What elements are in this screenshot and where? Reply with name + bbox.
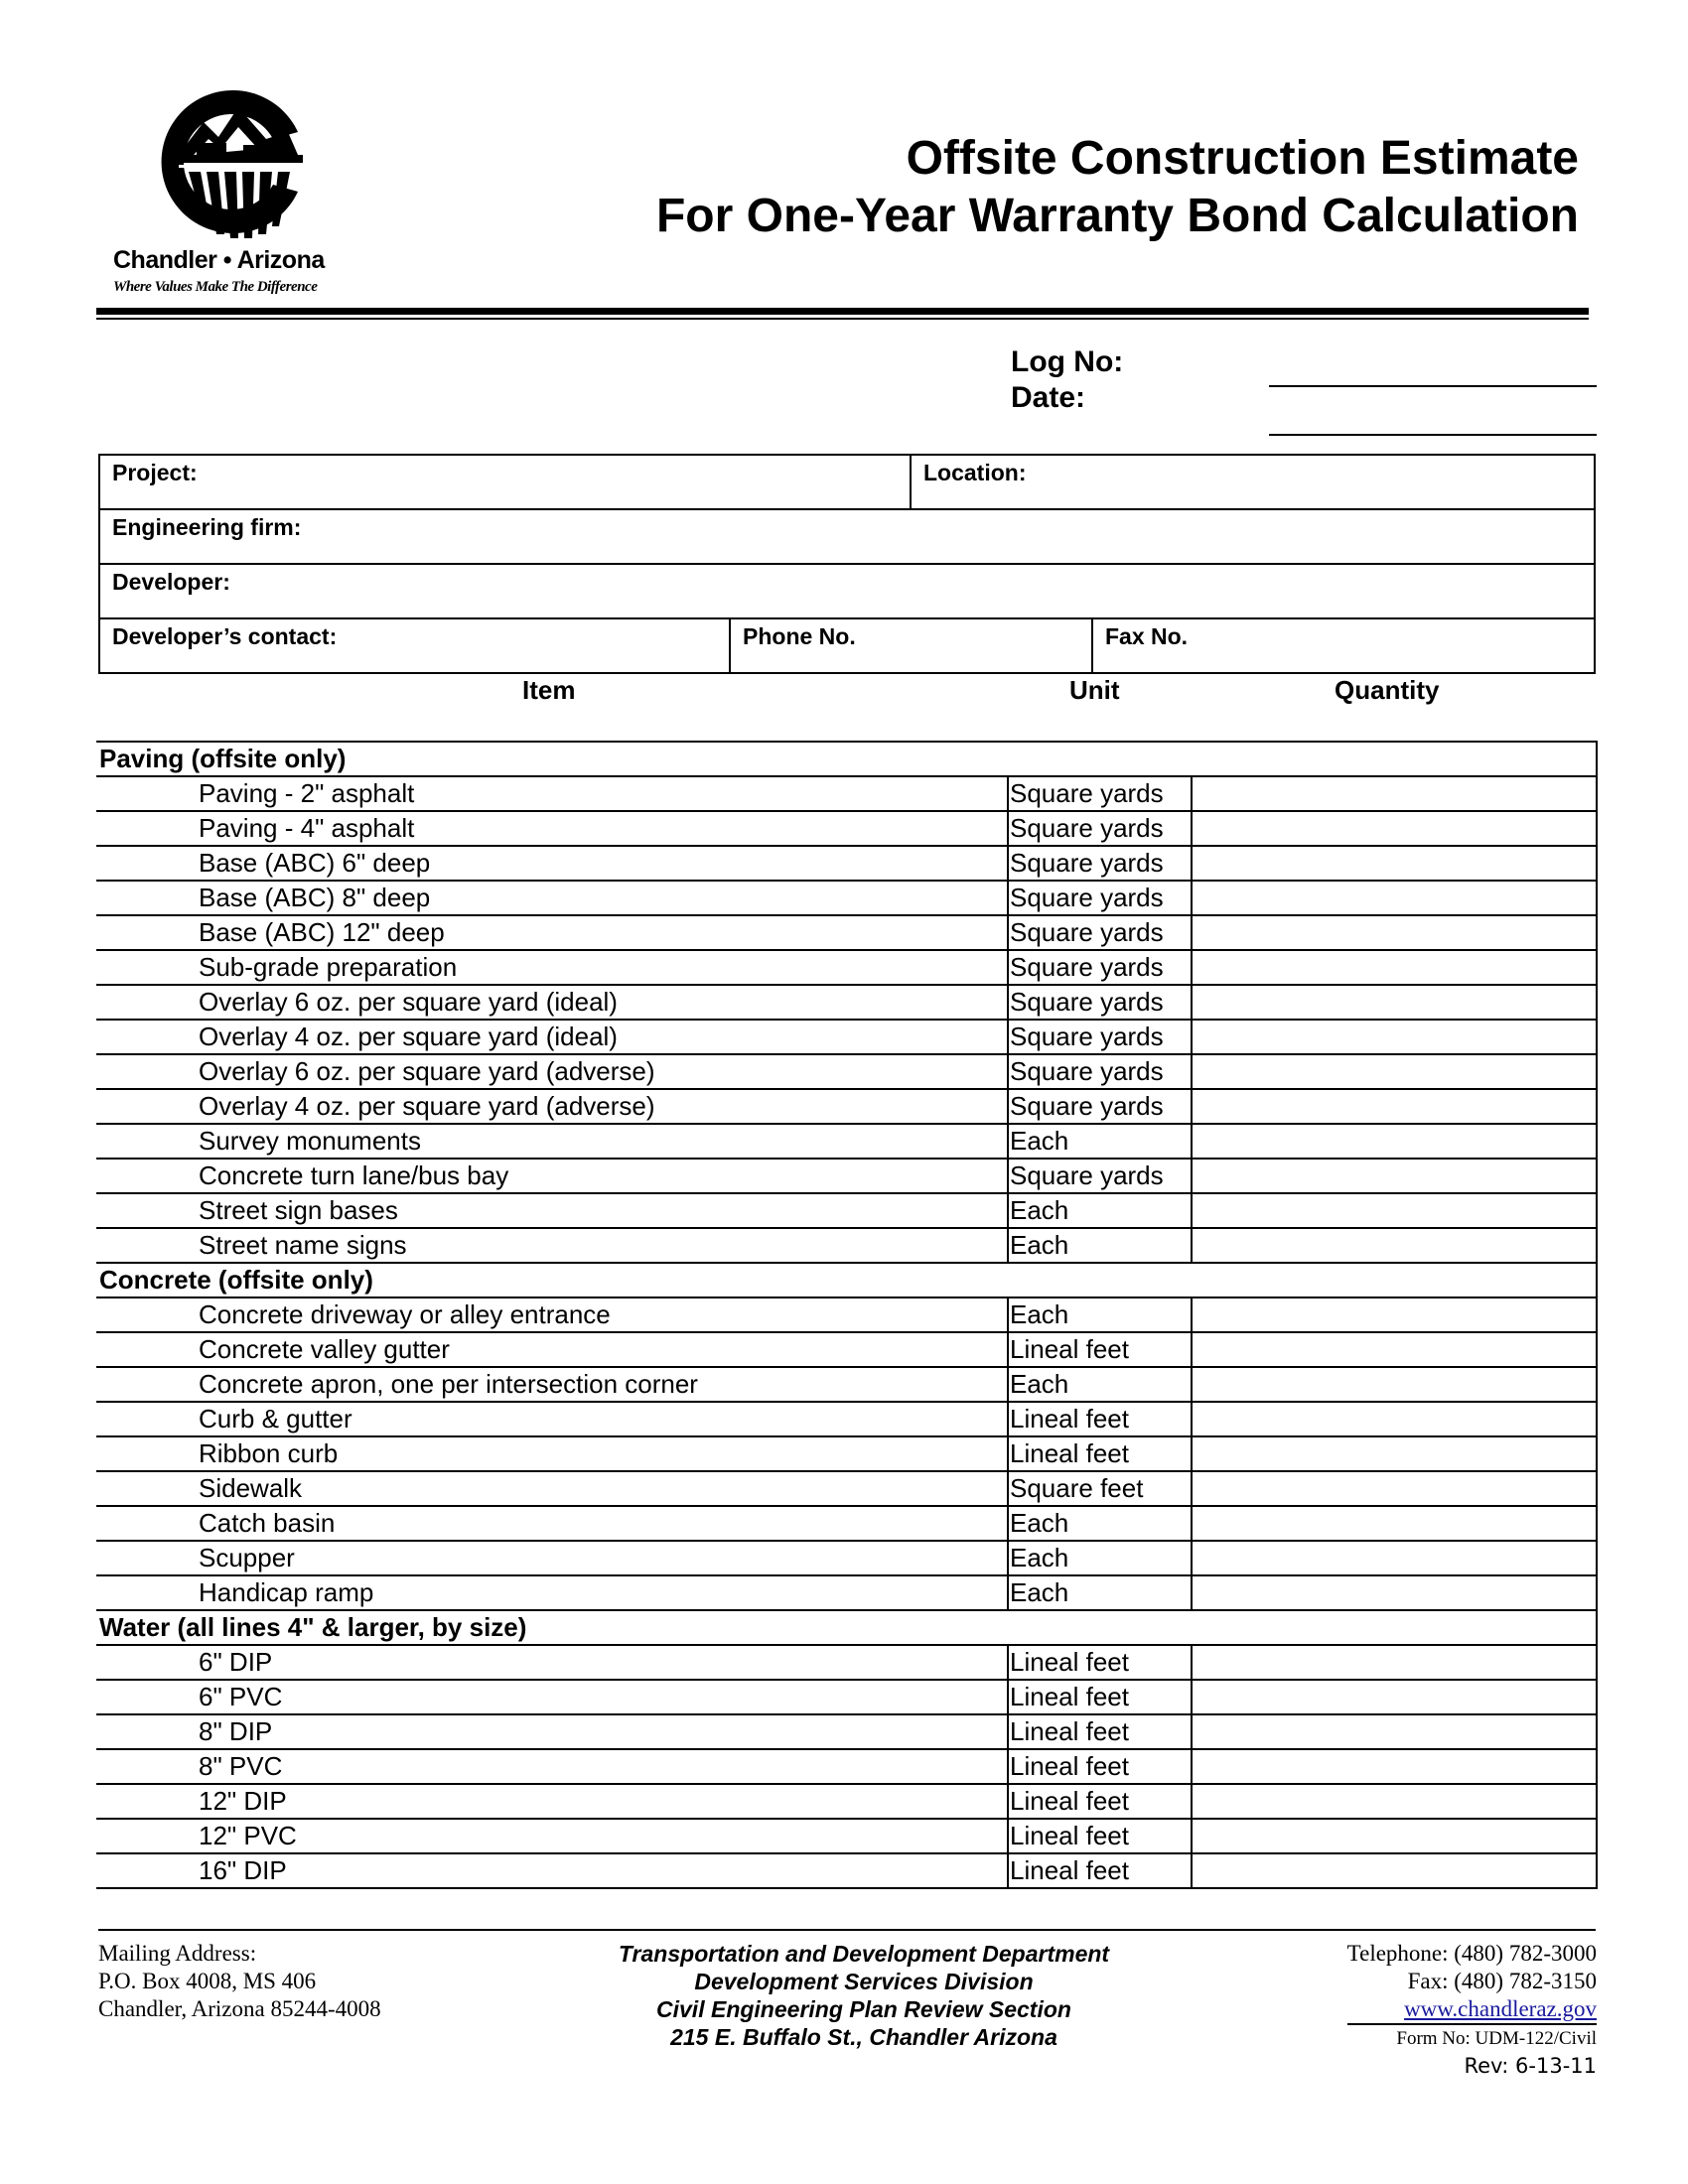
developers-contact-label: Developer’s contact: [112, 623, 338, 649]
section-header-row [96, 1610, 1597, 1645]
table-row [96, 985, 1597, 1020]
mailing-address-line: Chandler, Arizona 85244-4008 [98, 1996, 381, 2021]
fax: Fax: (480) 782-3150 [1407, 1969, 1597, 1993]
quantity-cell[interactable] [1192, 1853, 1597, 1888]
section-header-row [96, 742, 1597, 776]
table-row [96, 1193, 1597, 1228]
unit-cell: Square feet [1008, 1471, 1192, 1506]
section-title: Water (all lines 4" & larger, by size) [96, 1610, 1597, 1645]
item-cell: 12" PVC [96, 1819, 1008, 1853]
quantity-cell[interactable] [1192, 1749, 1597, 1784]
quantity-cell[interactable] [1192, 1124, 1597, 1159]
item-cell: Survey monuments [96, 1124, 1008, 1159]
table-row [96, 1853, 1597, 1888]
quantity-cell[interactable] [1192, 1819, 1597, 1853]
quantity-cell[interactable] [1192, 1436, 1597, 1471]
table-row [96, 1645, 1597, 1680]
info-row-project [100, 456, 1594, 510]
table-row [96, 1714, 1597, 1749]
quantity-cell[interactable] [1192, 846, 1597, 881]
chandler-emblem-icon [149, 77, 318, 246]
unit-cell: Lineal feet [1008, 1749, 1192, 1784]
table-row [96, 1819, 1597, 1853]
quantity-cell[interactable] [1192, 1471, 1597, 1506]
quantity-cell[interactable] [1192, 915, 1597, 950]
quantity-cell[interactable] [1192, 1784, 1597, 1819]
quantity-cell[interactable] [1192, 1159, 1597, 1193]
item-cell: Ribbon curb [96, 1436, 1008, 1471]
logo-name: Chandler • Arizona [113, 246, 325, 274]
table-row [96, 1471, 1597, 1506]
table-row [96, 1089, 1597, 1124]
item-cell: Concrete driveway or alley entrance [96, 1297, 1008, 1332]
revision-date: Rev: 6-13-11 [1464, 2054, 1597, 2078]
table-row [96, 1784, 1597, 1819]
table-row [96, 1020, 1597, 1054]
unit-cell: Lineal feet [1008, 1645, 1192, 1680]
quantity-cell[interactable] [1192, 1228, 1597, 1263]
item-cell: 8" DIP [96, 1714, 1008, 1749]
unit-cell: Square yards [1008, 915, 1192, 950]
department-line: Transportation and Development Department [618, 1941, 1110, 1967]
section-title: Concrete (offsite only) [96, 1263, 1597, 1297]
developer-field[interactable] [100, 565, 1594, 617]
table-row [96, 1124, 1597, 1159]
item-cell: Base (ABC) 6" deep [96, 846, 1008, 881]
chandler-logo [109, 77, 348, 306]
unit-cell: Lineal feet [1008, 1402, 1192, 1436]
item-cell: Overlay 6 oz. per square yard (ideal) [96, 985, 1008, 1020]
item-cell: Paving - 2" asphalt [96, 776, 1008, 811]
quantity-cell[interactable] [1192, 1297, 1597, 1332]
table-row [96, 915, 1597, 950]
unit-cell: Square yards [1008, 1054, 1192, 1089]
fax-label: Fax No. [1105, 623, 1189, 649]
quantity-cell[interactable] [1192, 1089, 1597, 1124]
quantity-cell[interactable] [1192, 1193, 1597, 1228]
developers-contact-field[interactable] [100, 619, 729, 674]
unit-cell: Square yards [1008, 1020, 1192, 1054]
quantity-cell[interactable] [1192, 1575, 1597, 1610]
item-cell: Overlay 4 oz. per square yard (adverse) [96, 1089, 1008, 1124]
table-row [96, 881, 1597, 915]
item-cell: Base (ABC) 8" deep [96, 881, 1008, 915]
table-row [96, 1332, 1597, 1367]
unit-cell: Each [1008, 1506, 1192, 1541]
quantity-cell[interactable] [1192, 950, 1597, 985]
date-field[interactable] [1269, 434, 1597, 436]
unit-cell: Square yards [1008, 776, 1192, 811]
table-row [96, 1228, 1597, 1263]
engineering-firm-field[interactable] [100, 510, 1594, 563]
header-rule-thick [96, 308, 1589, 315]
page-title-line2: For One-Year Warranty Bond Calculation [655, 190, 1579, 242]
quantity-cell[interactable] [1192, 776, 1597, 811]
unit-cell: Lineal feet [1008, 1332, 1192, 1367]
form-number: Form No: UDM-122/Civil [1347, 2023, 1597, 2053]
item-cell: Concrete apron, one per intersection corner [96, 1367, 1008, 1402]
table-row [96, 950, 1597, 985]
developer-label: Developer: [112, 569, 230, 595]
column-header-unit: Unit [1069, 675, 1120, 705]
project-field[interactable] [100, 456, 910, 508]
item-cell: Base (ABC) 12" deep [96, 915, 1008, 950]
table-row [96, 1506, 1597, 1541]
phone-label: Phone No. [743, 623, 856, 649]
section-title: Paving (offsite only) [96, 742, 1597, 776]
section-header-row [96, 1263, 1597, 1297]
unit-cell: Lineal feet [1008, 1819, 1192, 1853]
unit-cell: Each [1008, 1541, 1192, 1575]
page-title-line1: Offsite Construction Estimate [906, 132, 1579, 185]
quantity-cell[interactable] [1192, 811, 1597, 846]
unit-cell: Each [1008, 1193, 1192, 1228]
unit-cell: Square yards [1008, 811, 1192, 846]
telephone: Telephone: (480) 782-3000 [1346, 1941, 1597, 1966]
info-row-developer [100, 565, 1594, 619]
footer-rule [98, 1929, 1596, 1931]
item-cell: 16" DIP [96, 1853, 1008, 1888]
quantity-cell[interactable] [1192, 1645, 1597, 1680]
quantity-cell[interactable] [1192, 1402, 1597, 1436]
log-no-field[interactable] [1269, 385, 1597, 387]
item-cell: Street name signs [96, 1228, 1008, 1263]
table-row [96, 1541, 1597, 1575]
item-cell: Sidewalk [96, 1471, 1008, 1506]
item-cell: Overlay 4 oz. per square yard (ideal) [96, 1020, 1008, 1054]
item-cell: Concrete valley gutter [96, 1332, 1008, 1367]
quantity-cell[interactable] [1192, 1680, 1597, 1714]
item-cell: Street sign bases [96, 1193, 1008, 1228]
item-cell: Handicap ramp [96, 1575, 1008, 1610]
quantity-cell[interactable] [1192, 1714, 1597, 1749]
table-row [96, 1749, 1597, 1784]
column-header-quantity: Quantity [1335, 675, 1440, 705]
item-cell: Overlay 6 oz. per square yard (adverse) [96, 1054, 1008, 1089]
mailing-address-line: P.O. Box 4008, MS 406 [98, 1969, 317, 1993]
estimate-table [96, 741, 1598, 1889]
department-info [556, 1940, 1172, 2051]
unit-cell: Each [1008, 1124, 1192, 1159]
unit-cell: Square yards [1008, 985, 1192, 1020]
quantity-cell[interactable] [1192, 1332, 1597, 1367]
logo-tagline: Where Values Make The Difference [113, 279, 318, 295]
date-label: Date: [1011, 381, 1086, 414]
table-row [96, 1402, 1597, 1436]
header-rule-thin [96, 318, 1589, 320]
table-row [96, 1297, 1597, 1332]
contact-info [1347, 1940, 1597, 2079]
item-cell: Concrete turn lane/bus bay [96, 1159, 1008, 1193]
table-row [96, 811, 1597, 846]
item-cell: Scupper [96, 1541, 1008, 1575]
unit-cell: Square yards [1008, 1089, 1192, 1124]
unit-cell: Lineal feet [1008, 1714, 1192, 1749]
table-row [96, 846, 1597, 881]
log-no-label: Log No: [1011, 345, 1124, 378]
column-header-item: Item [522, 675, 576, 705]
quantity-cell[interactable] [1192, 1020, 1597, 1054]
unit-cell: Each [1008, 1575, 1192, 1610]
table-row [96, 1575, 1597, 1610]
table-row [96, 1367, 1597, 1402]
phone-field[interactable] [729, 619, 1091, 674]
website-link[interactable]: www.chandleraz.gov [1404, 1996, 1597, 2021]
table-row [96, 1680, 1597, 1714]
unit-cell: Square yards [1008, 950, 1192, 985]
unit-cell: Lineal feet [1008, 1436, 1192, 1471]
unit-cell: Lineal feet [1008, 1784, 1192, 1819]
item-cell: Curb & gutter [96, 1402, 1008, 1436]
quantity-cell[interactable] [1192, 881, 1597, 915]
item-cell: 12" DIP [96, 1784, 1008, 1819]
department-line: Civil Engineering Plan Review Section [656, 1996, 1071, 2022]
department-line: 215 E. Buffalo St., Chandler Arizona [670, 2024, 1057, 2050]
quantity-cell[interactable] [1192, 1506, 1597, 1541]
location-field[interactable] [910, 456, 1594, 508]
unit-cell: Square yards [1008, 846, 1192, 881]
item-cell: 6" PVC [96, 1680, 1008, 1714]
quantity-cell[interactable] [1192, 985, 1597, 1020]
project-info-box [98, 454, 1596, 674]
quantity-cell[interactable] [1192, 1541, 1597, 1575]
table-row [96, 776, 1597, 811]
unit-cell: Each [1008, 1367, 1192, 1402]
unit-cell: Lineal feet [1008, 1680, 1192, 1714]
quantity-cell[interactable] [1192, 1054, 1597, 1089]
quantity-cell[interactable] [1192, 1367, 1597, 1402]
item-cell: Catch basin [96, 1506, 1008, 1541]
item-cell: Paving - 4" asphalt [96, 811, 1008, 846]
unit-cell: Each [1008, 1297, 1192, 1332]
table-row [96, 1054, 1597, 1089]
info-row-engineering [100, 510, 1594, 565]
mailing-address [98, 1940, 381, 2023]
item-cell: Sub-grade preparation [96, 950, 1008, 985]
unit-cell: Each [1008, 1228, 1192, 1263]
location-label: Location: [923, 460, 1027, 485]
mailing-address-line: Mailing Address: [98, 1941, 257, 1966]
unit-cell: Square yards [1008, 881, 1192, 915]
engineering-firm-label: Engineering firm: [112, 514, 302, 540]
department-line: Development Services Division [694, 1969, 1034, 1994]
unit-cell: Lineal feet [1008, 1853, 1192, 1888]
table-row [96, 1436, 1597, 1471]
fax-field[interactable] [1091, 619, 1594, 674]
info-row-contact [100, 619, 1594, 674]
item-cell: 8" PVC [96, 1749, 1008, 1784]
table-row [96, 1159, 1597, 1193]
unit-cell: Square yards [1008, 1159, 1192, 1193]
project-label: Project: [112, 460, 198, 485]
item-cell: 6" DIP [96, 1645, 1008, 1680]
